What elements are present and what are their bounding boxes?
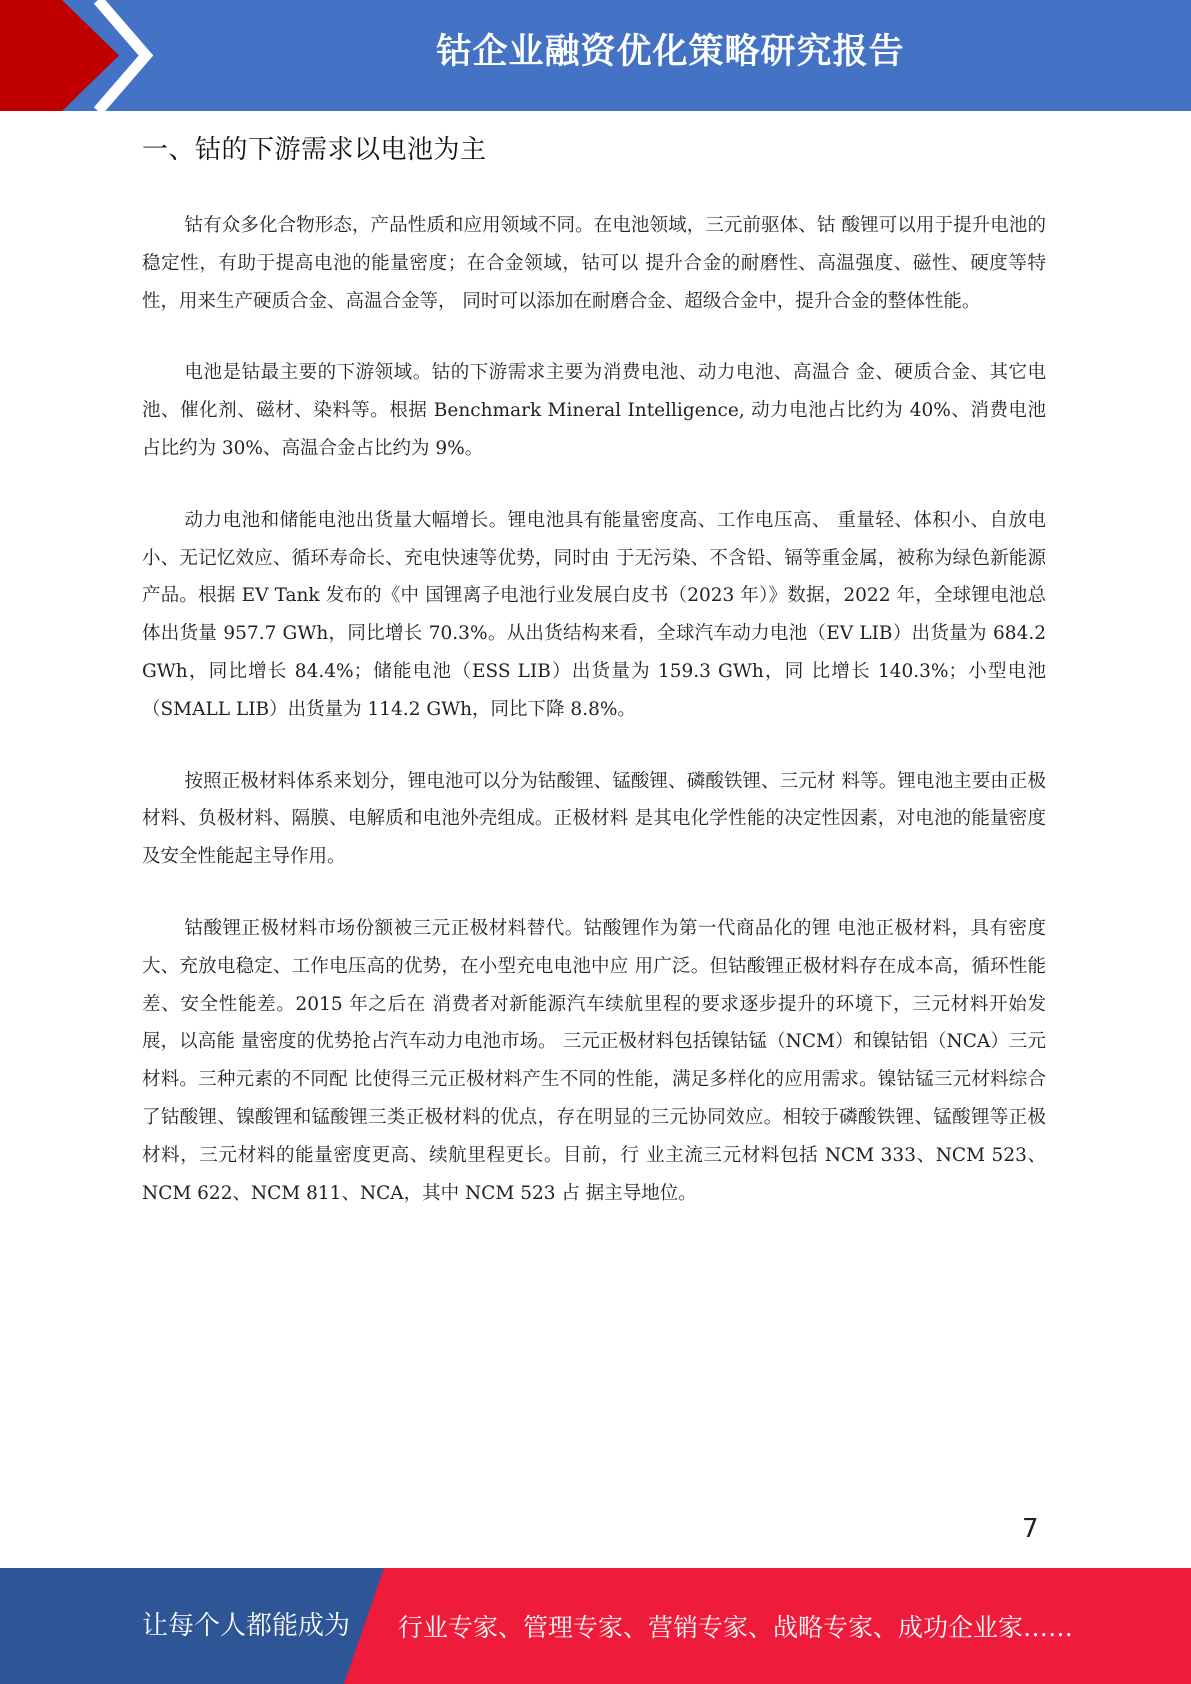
paragraph-cobalt-compounds: 钴有众多化合物形态，产品性质和应用领域不同。在电池领域，三元前驱体、钴 酸锂可以用于提升电池的稳定性，有助于提高电池的能量密度；在合金领域，钴可以 提升合金的耐磨性、高温强度、磁性、硬度等特性，用来生产硬质合金、高温合金等， 同时可以添加在耐磨合金、超级合金中，提升合金的整体性能。	[142, 215, 1046, 312]
report-title: 钴企业融资优化策略研究报告	[436, 32, 905, 72]
main-content	[142, 128, 1046, 1212]
red-chevron-decoration	[0, 0, 160, 111]
footer-slogan-right: 行业专家、管理专家、营销专家、战略专家、成功企业家……	[398, 1613, 1074, 1642]
footer-slogan-left: 让每个人都能成为	[142, 1611, 351, 1641]
page-footer	[0, 1568, 1191, 1684]
page-number: 7	[1022, 1514, 1039, 1544]
paragraph-cathode-materials: 按照正极材料体系来划分，锂电池可以分为钴酸锂、锰酸锂、磷酸铁锂、三元材 料等。锂电池主要由正极材料、负极材料、隔膜、电解质和电池外壳组成。正极材料 是其电化学性能的决定性因素，对电池的能量密度及安全性能起主导作用。	[142, 770, 1046, 868]
paragraph-downstream-demand: 电池是钴最主要的下游领域。钴的下游需求主要为消费电池、动力电池、高温合 金、硬质合金、其它电池、催化剂、磁材、染料等。根据 Benchmark Mineral Intelligence, 动力电池占比约为 40%、消费电池占比约为 30%、高温合金占比约为 9%。	[142, 362, 1046, 459]
paragraph-ternary-materials: 钴酸锂正极材料市场份额被三元正极材料替代。钴酸锂作为第一代商品化的锂 电池正极材料，具有密度大、充放电稳定、工作电压高的优势，在小型充电电池中应 用广泛。但钴酸锂正极材料存在成本高，循环性能差、安全性能差。2015 年之后在 消费者对新能源汽车续航里程的要求逐步提升的环境下，三元材料开始发展，以高能 量密度的优势抢占汽车动力电池市场。 三元正极材料包括镍钴锰（NCM）和镍钴铝（NCA）三元材料。三种元素的不同配 比使得三元正极材料产生不同的性能，满足多样化的应用需求。镍钴锰三元材料综合 了钴酸锂、镍酸锂和锰酸锂三类正极材料的优点，存在明显的三元协同效应。相较于磷酸铁锂、锰酸锂等正极材料，三元材料的能量密度更高、续航里程更长。目前，行 业主流三元材料包括 NCM 333、NCM 523、NCM 622、NCM 811、NCA，其中 NCM 523 占 据主导地位。	[142, 917, 1046, 1204]
page-header	[0, 0, 1191, 111]
section-heading: 一、钴的下游需求以电池为主	[142, 135, 487, 165]
paragraph-battery-shipments: 动力电池和储能电池出货量大幅增长。锂电池具有能量密度高、工作电压高、 重量轻、体积小、自放电小、无记忆效应、循环寿命长、充电快速等优势，同时由 于无污染、不含铅、镉等重金属，被称为绿色新能源产品。根据 EV Tank 发布的《中 国锂离子电池行业发展白皮书（2023 年）》数据，2022 年，全球锂电池总体出货量 957.7 GWh，同比增长 70.3%。从出货结构来看，全球汽车动力电池（EV LIB）出货量为 684.2 GWh，同比增长 84.4%；储能电池（ESS LIB）出货量为 159.3 GWh，同 比增长 140.3%；小型电池（SMALL LIB）出货量为 114.2 GWh，同比下降 8.8%。	[142, 509, 1046, 720]
